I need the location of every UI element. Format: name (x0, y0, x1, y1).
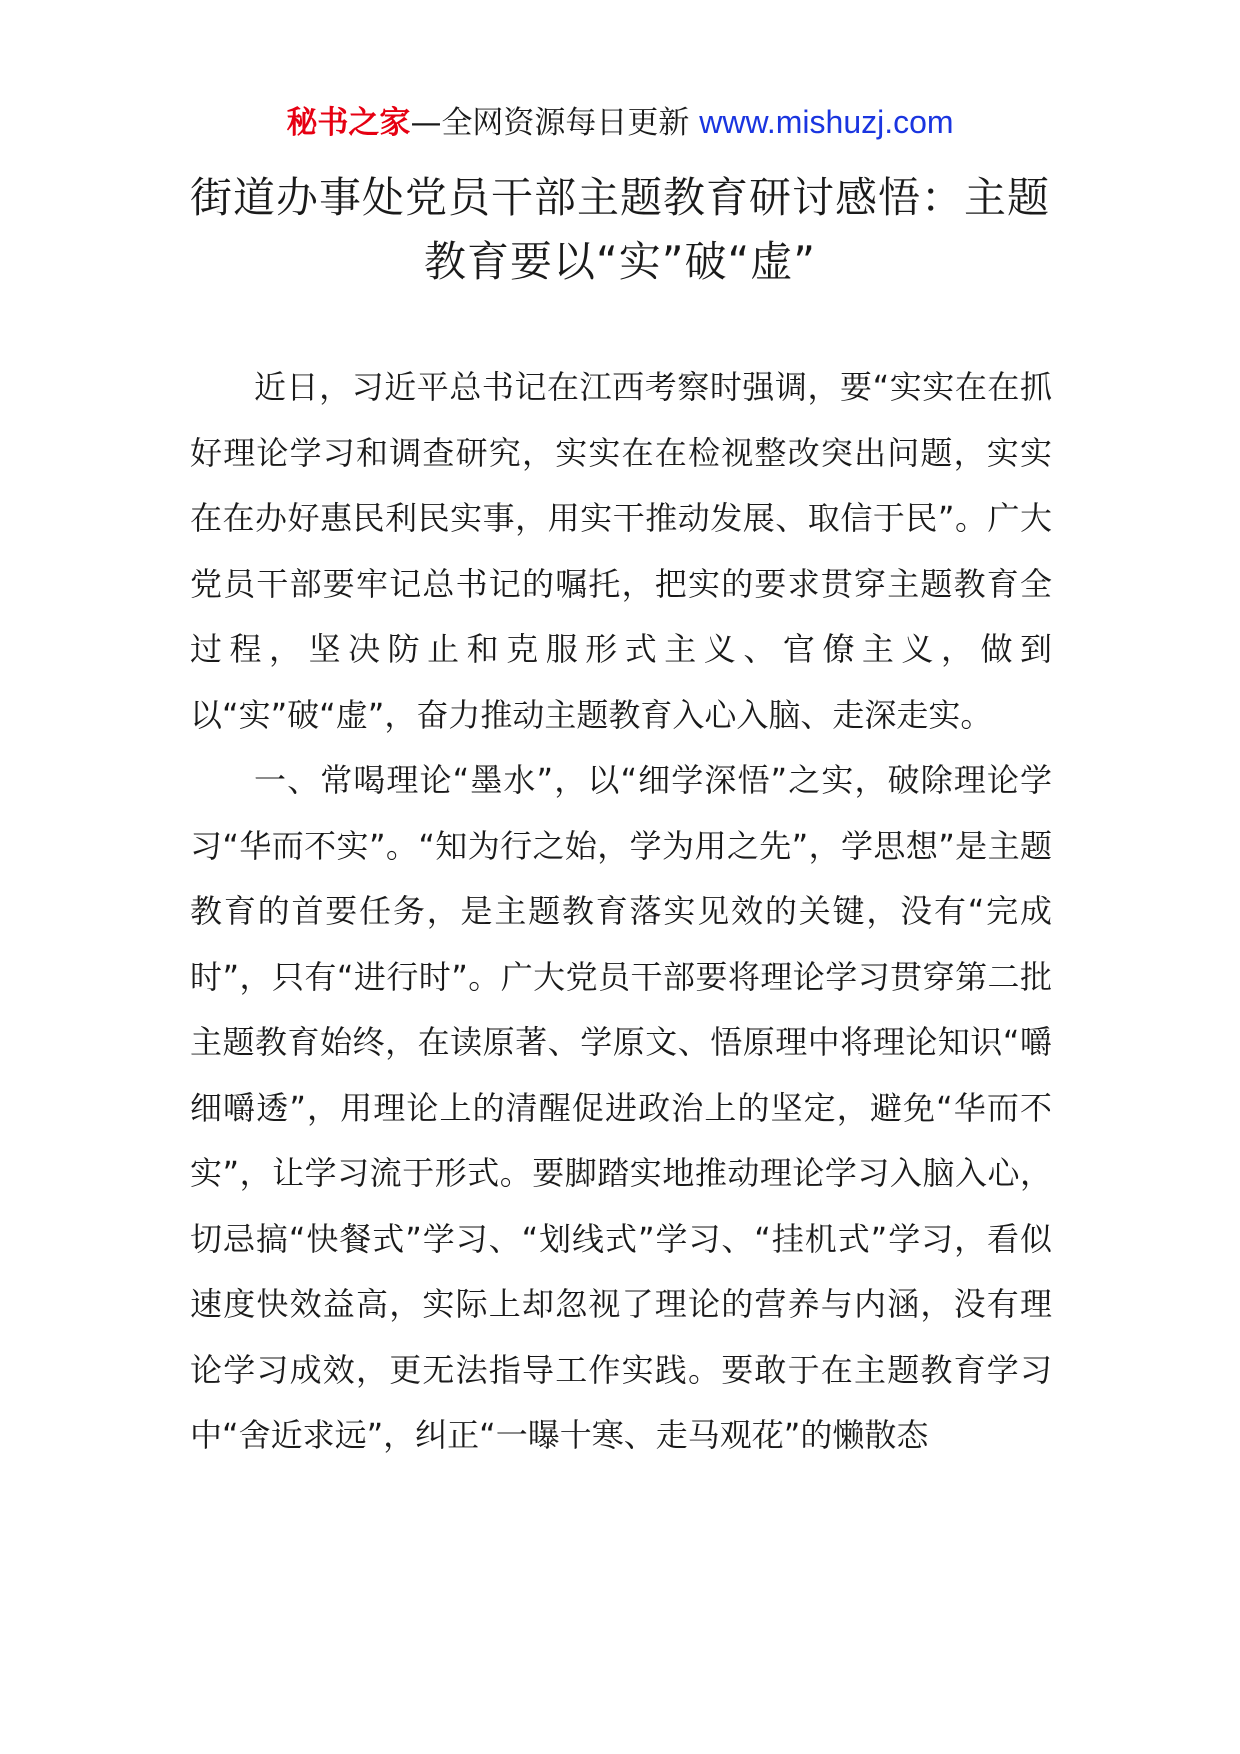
section-one-text: “知为行之始，学为用之先”，学思想”是主题教育的首要任务，是主题教育落实见效的关键，没有“完成时”，只有“进行时”。广大党员干部要将理论学习贯穿第二批主题教育始终，在读原著、学原文、悟原理中将理论知识“嚼细嚼透”，用理论上的清醒促进政治上的坚定，避免“华而不实”，让学习流于形式。要脚踏实地推动理论学习入脑入心，切忌搞“快餐式”学习、“划线式”学习、“挂机式”学习，看似速度快效益高，实际上却忽视了理论的营养与内涵，没有理论学习成效，更无法指导工作实践。要敢于在主题教育学习中“舍近求远”，纠正“一曝十寒、走马观花”的懒散态 (190, 826, 1052, 1454)
watermark-header (0, 98, 1240, 147)
site-url-link[interactable]: www.mishuzj.com (699, 104, 954, 140)
site-name: 秘书之家 (286, 105, 411, 141)
section-one-heading: 一、常喝理论“墨水”，以“细学深悟”之实，破除理论学习“华而不实”。 (190, 761, 1052, 865)
document-title: 街道办事处党员干部主题教育研讨感悟：主题教育要以“实”破“虚” (190, 173, 1051, 286)
paragraph-intro (190, 355, 1052, 748)
paragraph-intro-text: 近日，习近平总书记在江西考察时强调，要“实实在在抓好理论学习和调查研究，实实在在检视整改突出问题，实实在在办好惠民利民实事，用实干推动发展、取信于民”。广大党员干部要牢记总书记的嘱托，把实的要求贯穿主题教育全过程，坚决防止和克服形式主义、官僚主义，做到以“实”破“虚”，奋力推动主题教育入心入脑、走深走实。 (190, 368, 1052, 734)
document-body (190, 355, 1052, 1469)
paragraph-section-one (190, 748, 1052, 1469)
site-slogan: —全网资源每日更新 (410, 105, 690, 141)
